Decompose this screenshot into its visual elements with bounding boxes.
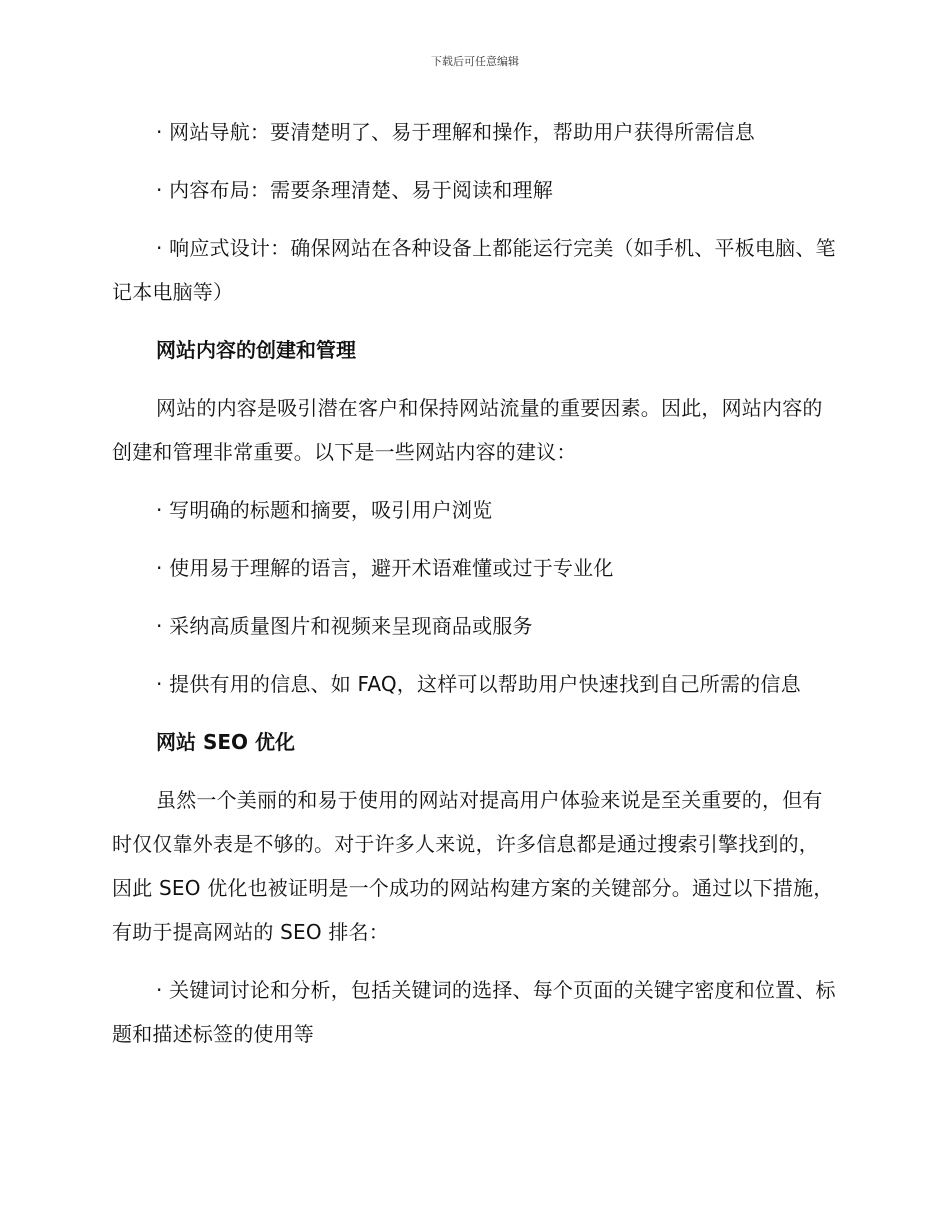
bullet-content-layout: · 内容布局：需要条理清楚、易于阅读和理解 [156, 178, 553, 202]
bullet-responsive-design: · 响应式设计：确保网站在各种设备上都能运行完美（如手机、平板电脑、笔记本电脑等） [112, 236, 836, 304]
section-heading-content-management: 网站内容的创建和管理 [156, 338, 356, 362]
bullet-plain-language: · 使用易于理解的语言，避开术语难懂或过于专业化 [156, 556, 614, 580]
page-header-note: 下载后可任意编辑 [431, 55, 519, 68]
paragraph-seo-intro: 虽然一个美丽的和易于使用的网站对提高用户体验来说是至关重要的，但有时仅仅靠外表是不够的。对于许多人来说，许多信息都是通过搜索引擎找到的，因此 SEO 优化也被证明是一个成功的网站构建方案的关键部分。通过以下措施，有助于提高网站的 SEO 排名： [112, 788, 834, 944]
bullet-quality-media: · 采纳高质量图片和视频来呈现商品或服务 [156, 614, 533, 638]
bullet-keyword-analysis: · 关键词讨论和分析，包括关键词的选择、每个页面的关键字密度和位置、标题和描述标签的使用等 [112, 978, 836, 1046]
bullet-site-navigation: · 网站导航：要清楚明了、易于理解和操作，帮助用户获得所需信息 [156, 120, 755, 144]
paragraph-content-intro: 网站的内容是吸引潜在客户和保持网站流量的重要因素。因此，网站内容的创建和管理非常重要。以下是一些网站内容的建议： [112, 396, 823, 464]
section-heading-seo: 网站 SEO 优化 [156, 730, 295, 754]
bullet-faq-info: · 提供有用的信息、如 FAQ，这样可以帮助用户快速找到自己所需的信息 [156, 672, 801, 696]
bullet-titles-summaries: · 写明确的标题和摘要，吸引用户浏览 [156, 498, 493, 522]
document-body [112, 110, 838, 1070]
